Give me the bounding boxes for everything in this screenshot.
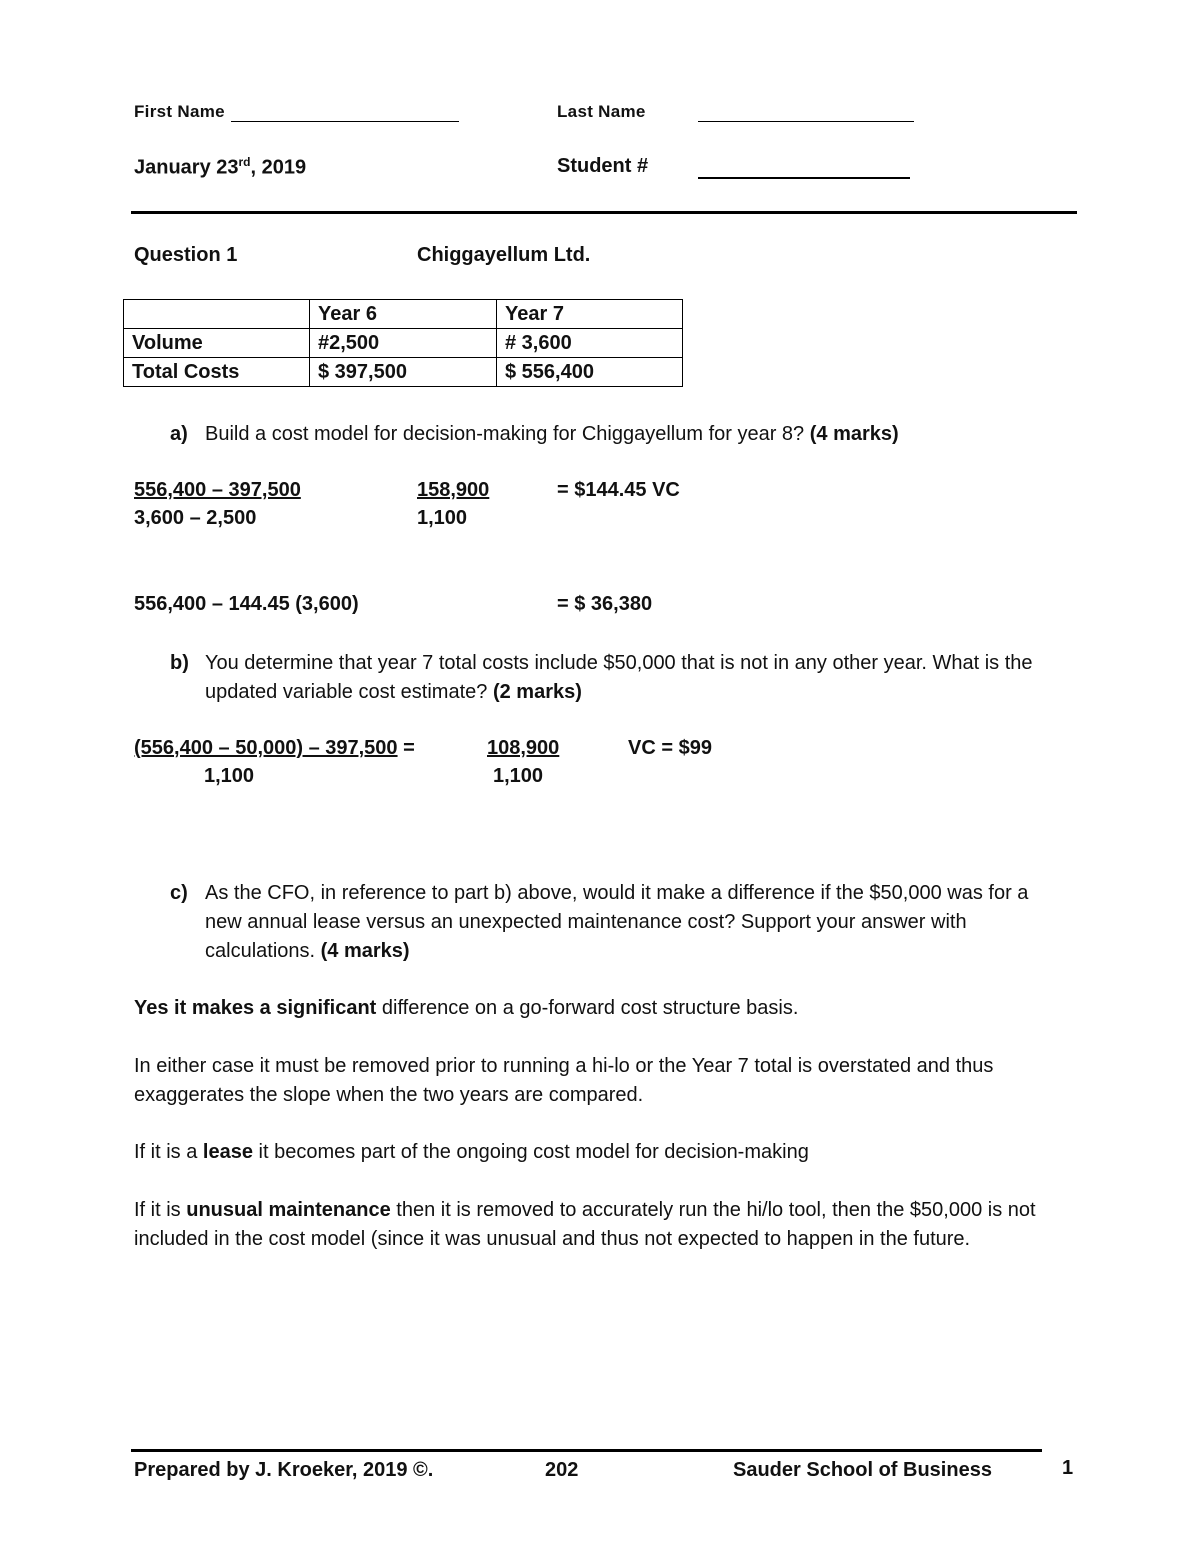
part-a-numerator-1: 556,400 – 397,500 bbox=[134, 479, 301, 501]
table-header-cell: Year 7 bbox=[497, 300, 683, 329]
part-b-numerator-2: 108,900 bbox=[487, 737, 560, 759]
question-title: Question 1 bbox=[134, 244, 238, 266]
part-c-label: c) bbox=[170, 882, 188, 904]
part-a-numerator-2: 158,900 bbox=[417, 479, 490, 501]
table-row bbox=[124, 329, 683, 358]
part-a-vc-result: = $144.45 VC bbox=[557, 479, 680, 501]
answer-paragraph-4: If it is unusual maintenance then it is removed to accurately run the hi/lo tool, then the $50,000 is not included in the cost model (since it was unusual and thus not expected to happen in the future. bbox=[134, 1199, 1036, 1250]
cost-data-table bbox=[123, 299, 683, 387]
table-row bbox=[124, 358, 683, 387]
table-header-row bbox=[124, 300, 683, 329]
exam-date: January 23rd, 2019 bbox=[134, 155, 307, 179]
footer-divider bbox=[131, 1449, 1042, 1452]
part-a-marks: (4 marks) bbox=[809, 423, 899, 445]
student-number-label: Student # bbox=[557, 155, 649, 177]
table-header-cell bbox=[124, 300, 310, 329]
answer-paragraph-1: Yes it makes a significant difference on a go-forward cost structure basis. bbox=[134, 997, 799, 1019]
part-b-label: b) bbox=[170, 652, 189, 674]
last-name-label: Last Name bbox=[557, 102, 646, 121]
part-b-text: You determine that year 7 total costs include $50,000 that is not in any other year. What is the updated variable cost estimate? bbox=[205, 652, 1033, 703]
part-c-marks: (4 marks) bbox=[320, 940, 410, 962]
table-cell: Volume bbox=[124, 329, 310, 358]
header-divider bbox=[131, 211, 1077, 214]
table-cell: # 3,600 bbox=[497, 329, 683, 358]
footer-school: Sauder School of Business bbox=[733, 1459, 992, 1481]
part-a-fixed-cost-calc: 556,400 – 144.45 (3,600) bbox=[134, 593, 359, 615]
table-cell: $ 556,400 bbox=[497, 358, 683, 387]
company-name: Chiggayellum Ltd. bbox=[417, 244, 591, 266]
answer-paragraph-2: In either case it must be removed prior to running a hi-lo or the Year 7 total is overstated and thus exaggerates the slope when the two years are compared. bbox=[134, 1055, 994, 1106]
part-a-fixed-cost-result: = $ 36,380 bbox=[557, 593, 653, 615]
table-cell: $ 397,500 bbox=[310, 358, 497, 387]
first-name-field-line[interactable] bbox=[231, 121, 459, 122]
part-b-numerator-1: (556,400 – 50,000) – 397,500 = bbox=[134, 737, 415, 759]
part-b-vc-result: VC = $99 bbox=[628, 737, 712, 759]
table-header-cell: Year 6 bbox=[310, 300, 497, 329]
table-cell: Total Costs bbox=[124, 358, 310, 387]
first-name-label: First Name bbox=[134, 102, 225, 121]
last-name-field-line[interactable] bbox=[698, 121, 914, 122]
part-a-label: a) bbox=[170, 423, 188, 445]
footer-page-number: 1 bbox=[1062, 1457, 1074, 1479]
part-c-text: As the CFO, in reference to part b) above, would it make a difference if the $50,000 was for a new annual lease versus an unexpected maintenance cost? Support your answer with calculations. bbox=[205, 882, 1029, 962]
part-b-denominator-1: 1,100 bbox=[204, 765, 255, 787]
student-number-field-line[interactable] bbox=[698, 177, 910, 179]
part-b-denominator-2: 1,100 bbox=[493, 765, 544, 787]
part-b-marks: (2 marks) bbox=[492, 681, 582, 703]
part-a-denominator-1: 3,600 – 2,500 bbox=[134, 507, 257, 529]
answer-paragraph-3: If it is a lease it becomes part of the ongoing cost model for decision-making bbox=[134, 1141, 809, 1163]
table-cell: #2,500 bbox=[310, 329, 497, 358]
footer-prepared-by: Prepared by J. Kroeker, 2019 ©. bbox=[134, 1459, 434, 1481]
part-a-text: Build a cost model for decision-making for Chiggayellum for year 8? bbox=[205, 423, 810, 445]
footer-course-number: 202 bbox=[545, 1459, 579, 1481]
part-a-denominator-2: 1,100 bbox=[417, 507, 468, 529]
